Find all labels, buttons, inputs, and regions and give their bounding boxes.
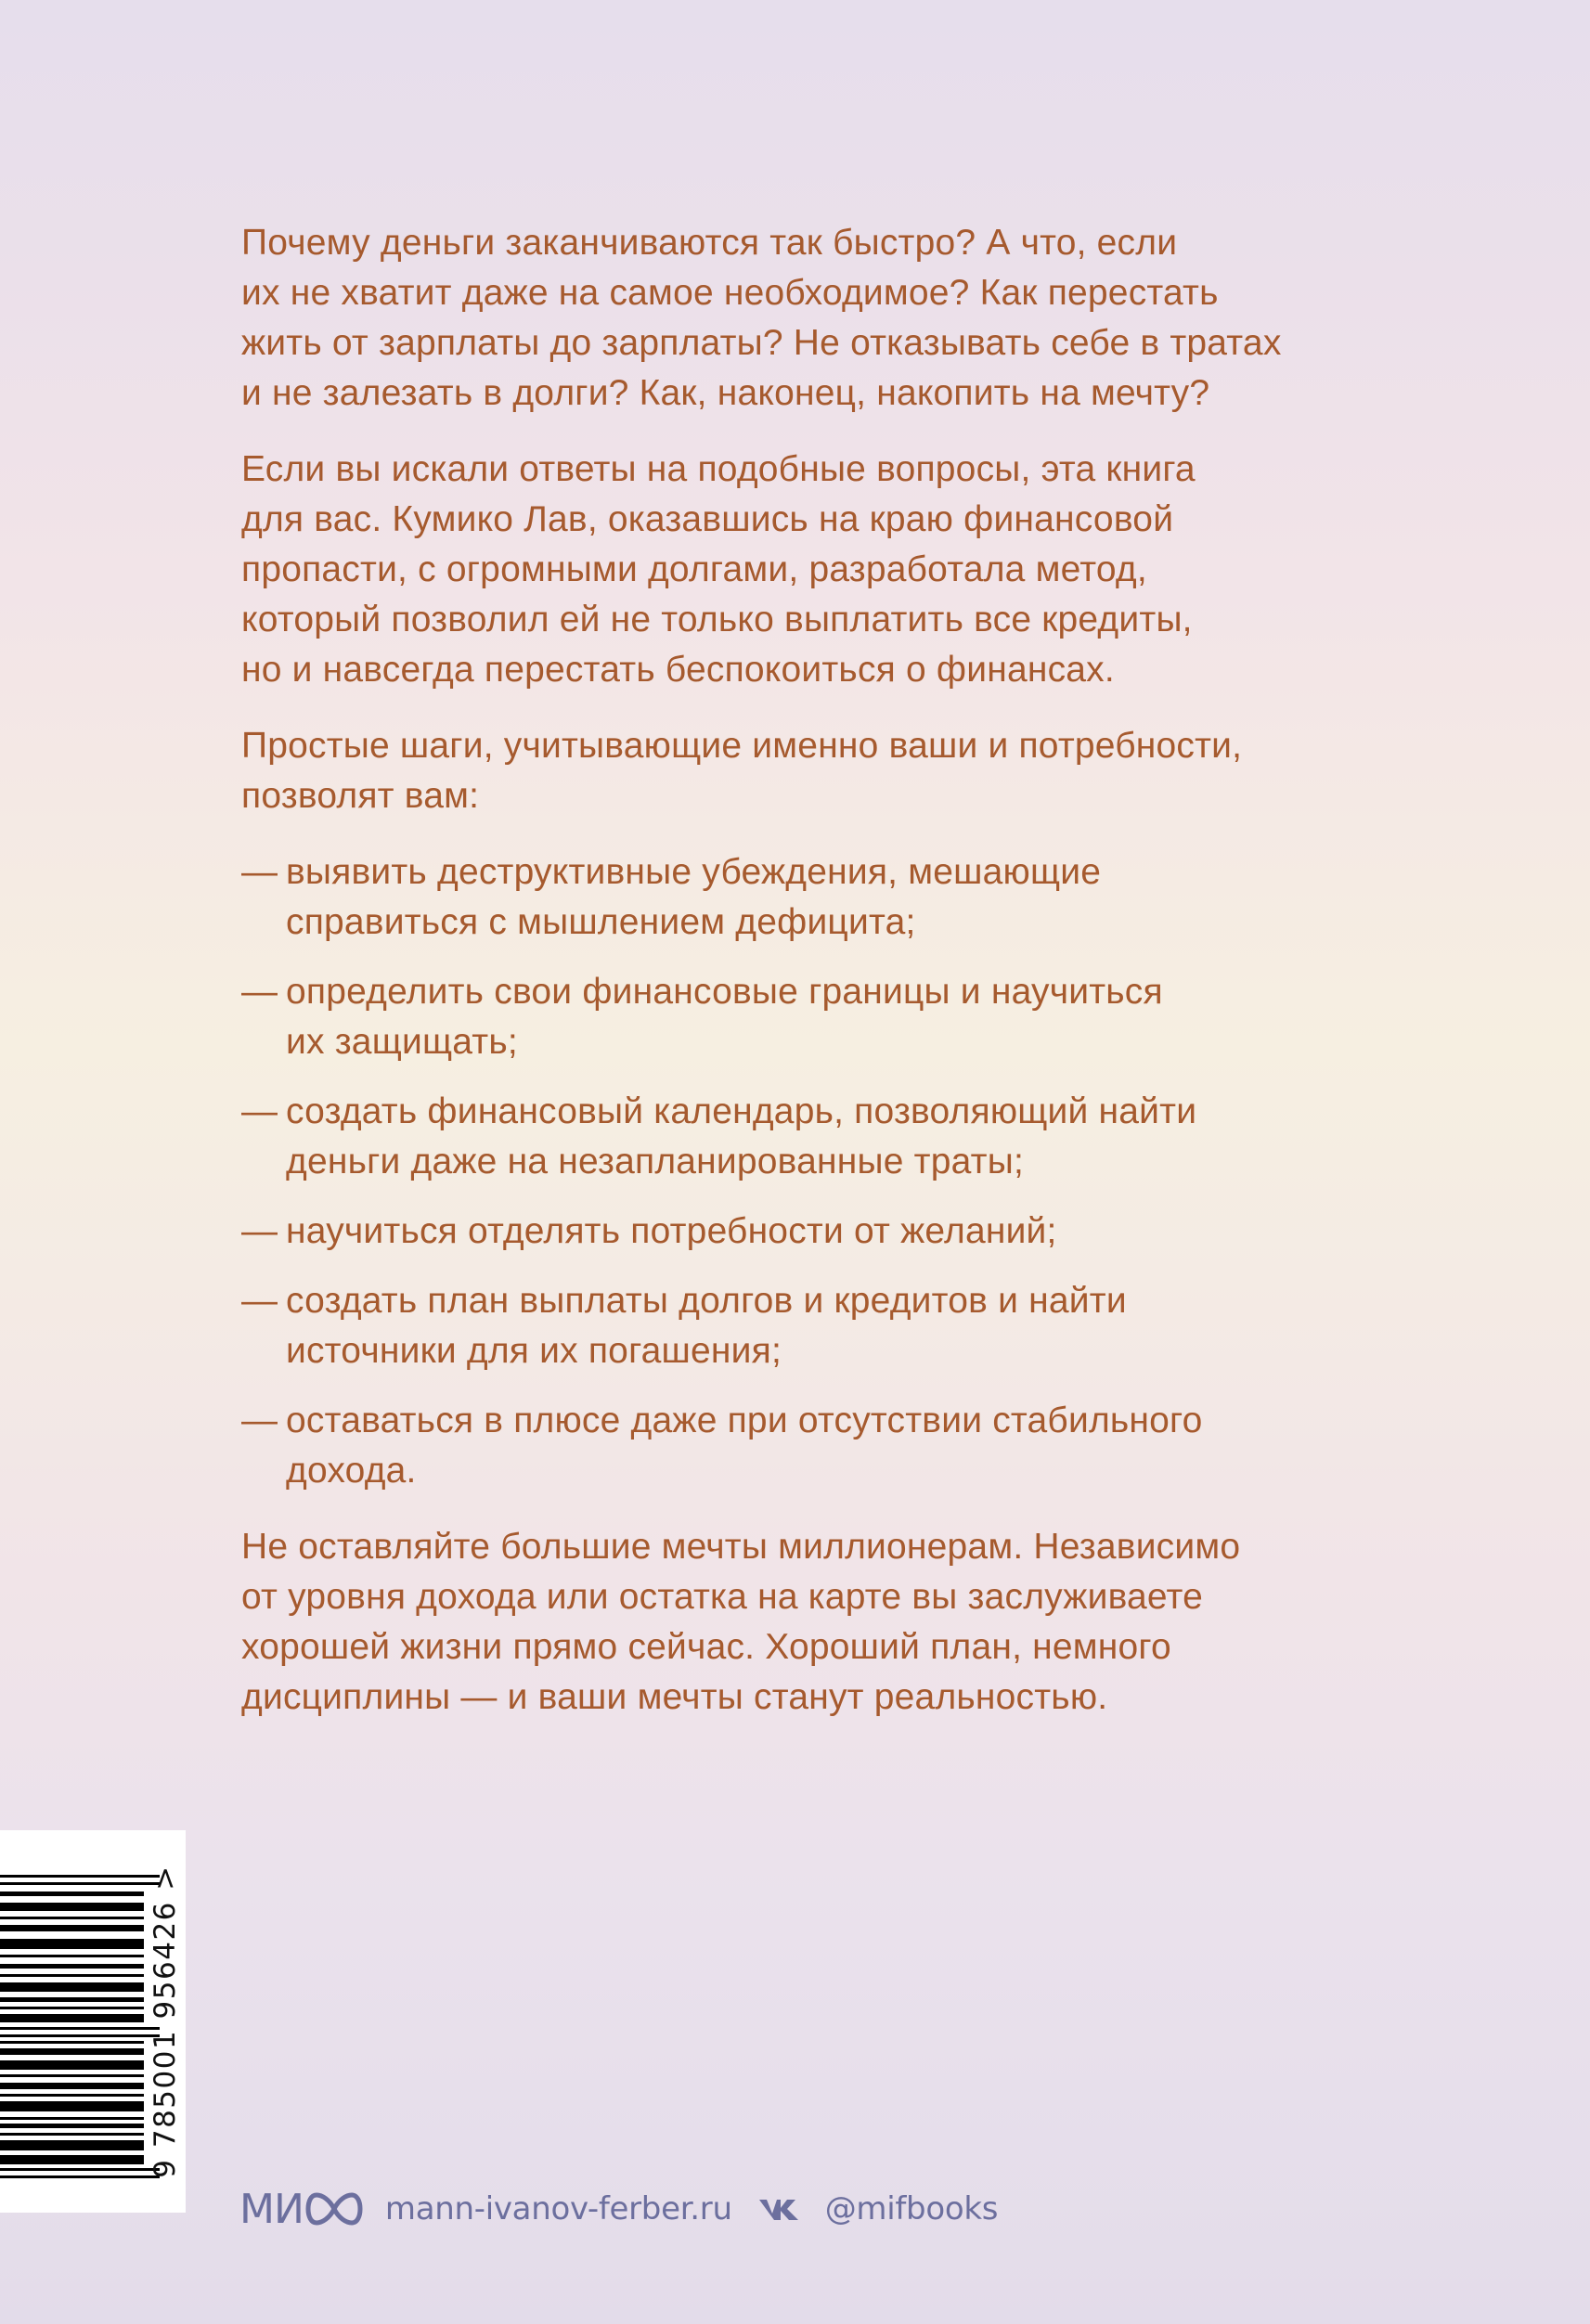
text-line: Простые шаги, учитывающие именно ваши и потребности, [241, 726, 1243, 766]
text-line: создать план выплаты долгов и кредитов и найти [286, 1281, 1127, 1321]
vk-icon[interactable] [758, 2196, 799, 2222]
dash-bullet: — [241, 1401, 278, 1440]
text-line: выявить деструктивные убеждения, мешающие [286, 852, 1102, 892]
text-line: деньги даже на незапланированные траты; [286, 1142, 1024, 1181]
text-line: научиться отделять потребности от желаний; [286, 1211, 1057, 1251]
text-line: но и навсегда перестать беспокоиться о финансах. [241, 650, 1115, 690]
dash-bullet: — [241, 852, 278, 892]
list-item [241, 1396, 1383, 1496]
isbn-barcode [0, 1830, 186, 2213]
list-item [241, 1276, 1383, 1376]
text-line: дохода. [286, 1451, 417, 1491]
text-line: и не залезать в долги? Как, наконец, накопить на мечту? [241, 373, 1210, 413]
about-paragraph [241, 445, 1383, 695]
text-line: их не хватит даже на самое необходимое? Как перестать [241, 273, 1219, 313]
text-line: Если вы искали ответы на подобные вопросы, эта книга [241, 449, 1196, 489]
back-cover-text [241, 218, 1383, 1749]
list-item [241, 847, 1383, 948]
dash-bullet: — [241, 1091, 278, 1131]
publisher-logo [239, 2186, 363, 2233]
text-line: дисциплины — и ваши мечты станут реальностью. [241, 1677, 1108, 1717]
text-line: их защищать; [286, 1022, 518, 1062]
benefits-list [241, 847, 1383, 1496]
text-line: который позволил ей не только выплатить все кредиты, [241, 600, 1193, 639]
text-line: источники для их погашения; [286, 1331, 782, 1371]
closing-paragraph [241, 1522, 1383, 1723]
text-line: создать финансовый календарь, позволяющий найти [286, 1091, 1197, 1131]
barcode-bars-icon [0, 1830, 160, 2213]
dash-bullet: — [241, 1211, 278, 1251]
logo-text: МИ [239, 2185, 304, 2233]
text-line: оставаться в плюсе даже при отсутствии стабильного [286, 1401, 1203, 1440]
text-line: Почему деньги заканчиваются так быстро? А что, если [241, 223, 1178, 263]
list-item [241, 1207, 1383, 1257]
dash-bullet: — [241, 1281, 278, 1321]
isbn-digits [147, 1830, 184, 2213]
text-line: от уровня дохода или остатка на карте вы заслуживаете [241, 1577, 1204, 1617]
website-link[interactable]: mann-ivanov-ferber.ru [384, 2190, 732, 2227]
text-line: пропасти, с огромными долгами, разработала метод, [241, 549, 1147, 589]
isbn-number: 9 785001 956426 > [149, 1865, 182, 2178]
steps-intro-paragraph [241, 721, 1383, 821]
text-line: хорошей жизни прямо сейчас. Хороший план, немного [241, 1627, 1171, 1667]
list-item [241, 1087, 1383, 1187]
text-line: определить свои финансовые границы и научиться [286, 972, 1163, 1012]
social-handle[interactable]: @mifbooks [824, 2190, 999, 2227]
intro-paragraph [241, 218, 1383, 419]
text-line: для вас. Кумико Лав, оказавшись на краю финансовой [241, 499, 1174, 539]
text-line: позволят вам: [241, 776, 480, 816]
publisher-footer [239, 2183, 998, 2235]
list-item [241, 967, 1383, 1067]
infinity-icon [305, 2190, 363, 2227]
text-line: справиться с мышлением дефицита; [286, 902, 916, 942]
dash-bullet: — [241, 972, 278, 1012]
text-line: жить от зарплаты до зарплаты? Не отказывать себе в тратах [241, 323, 1282, 363]
text-line: Не оставляйте большие мечты миллионерам. Независимо [241, 1527, 1241, 1567]
